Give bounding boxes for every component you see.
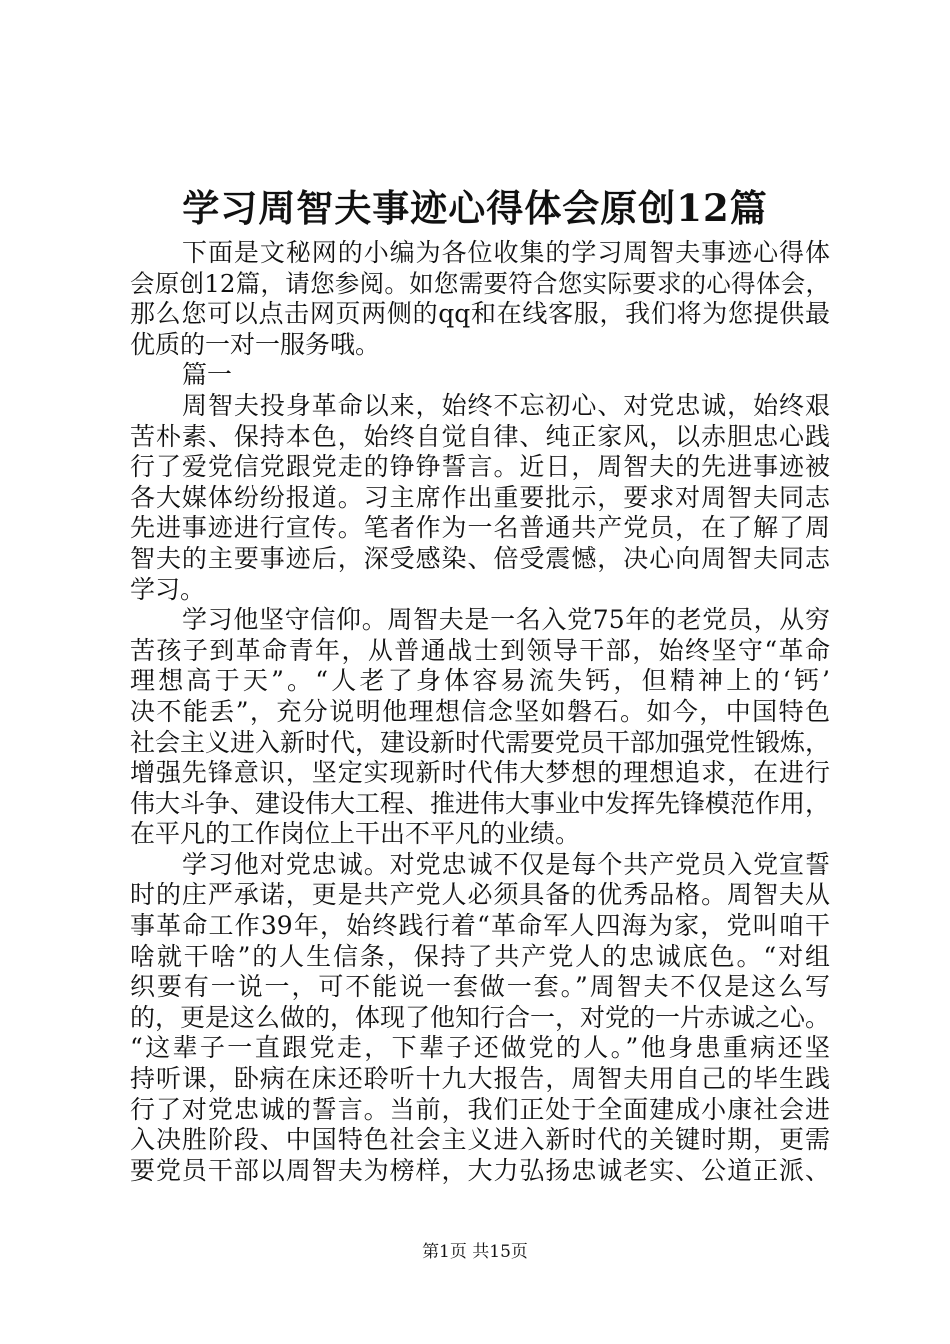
text-line: 伟大斗争、建设伟大工程、推进伟大事业中发挥先锋模范作用，: [130, 788, 831, 818]
text-line: 苦孩子到革命青年，从普通战士到领导干部，始终坚守“革命: [130, 635, 830, 665]
text-line: 持听课，卧病在床还聆听十九大报告，周智夫用自己的毕生践: [130, 1064, 830, 1094]
text-line: 学习。: [130, 574, 206, 604]
document-title: 学习周智夫事迹心得体会原创12篇: [182, 186, 768, 230]
text-line: 行了爱党信党跟党走的铮铮誓言。近日，周智夫的先进事迹被: [130, 452, 830, 482]
text-line: 会原创12篇，请您参阅。如您需要符合您实际要求的心得体会，: [130, 268, 830, 298]
text-line: 事革命工作39年，始终践行着“革命军人四海为家，党叫咱干: [130, 911, 830, 941]
text-line: 学习他坚守信仰。周智夫是一名入党75年的老党员，从穷: [182, 605, 830, 635]
text-line: 在平凡的工作岗位上干出不平凡的业绩。: [130, 819, 581, 849]
text-line: 行了对党忠诚的誓言。当前，我们正处于全面建成小康社会进: [130, 1094, 830, 1124]
page-number-footer: 第1页 共15页: [422, 1242, 528, 1262]
text-line: 要党员干部以周智夫为榜样，大力弘扬忠诚老实、公道正派、: [130, 1155, 830, 1185]
text-line: 学习他对党忠诚。对党忠诚不仅是每个共产党员入党宣誓: [182, 849, 830, 879]
text-line: 增强先锋意识，坚定实现新时代伟大梦想的理想追求，在进行: [130, 758, 830, 788]
text-line: 理想高于天”。“人老了身体容易流失钙，但精神上的‘钙’: [130, 666, 830, 696]
text-line: 智夫的主要事迹后，深受感染、倍受震憾，决心向周智夫同志: [130, 543, 830, 573]
text-line: 决不能丢”，充分说明他理想信念坚如磐石。如今，中国特色: [130, 696, 830, 726]
text-line: 那么您可以点击网页两侧的qq和在线客服，我们将为您提供最: [130, 299, 830, 329]
text-line: 织要有一说一，可不能说一套做一套。”周智夫不仅是这么写: [130, 972, 830, 1002]
text-line: 啥就干啥”的人生信条，保持了共产党人的忠诚底色。“对组: [130, 941, 830, 971]
text-line: 入决胜阶段、中国特色社会主义进入新时代的关键时期，更需: [130, 1125, 830, 1155]
document-body: [130, 238, 830, 1186]
text-line: 优质的一对一服务哦。: [130, 329, 381, 359]
text-line: 社会主义进入新时代，建设新时代需要党员干部加强党性锻炼，: [130, 727, 831, 757]
text-line: 先进事迹进行宣传。笔者作为一名普通共产党员，在了解了周: [130, 513, 830, 543]
text-line: 各大媒体纷纷报道。习主席作出重要批示，要求对周智夫同志: [130, 482, 830, 512]
text-line: 时的庄严承诺，更是共产党人必须具备的优秀品格。周智夫从: [130, 880, 830, 910]
text-line: 的，更是这么做的，体现了他知行合一，对党的一片赤诚之心。: [130, 1002, 831, 1032]
text-line: 周智夫投身革命以来，始终不忘初心、对党忠诚，始终艰: [182, 390, 830, 420]
text-line: “这辈子一直跟党走，下辈子还做党的人。”他身患重病还坚: [130, 1033, 830, 1063]
text-line: 苦朴素、保持本色，始终自觉自律、纯正家风，以赤胆忠心践: [130, 421, 830, 451]
text-line: 下面是文秘网的小编为各位收集的学习周智夫事迹心得体: [182, 238, 830, 267]
text-line: 篇一: [182, 360, 233, 390]
